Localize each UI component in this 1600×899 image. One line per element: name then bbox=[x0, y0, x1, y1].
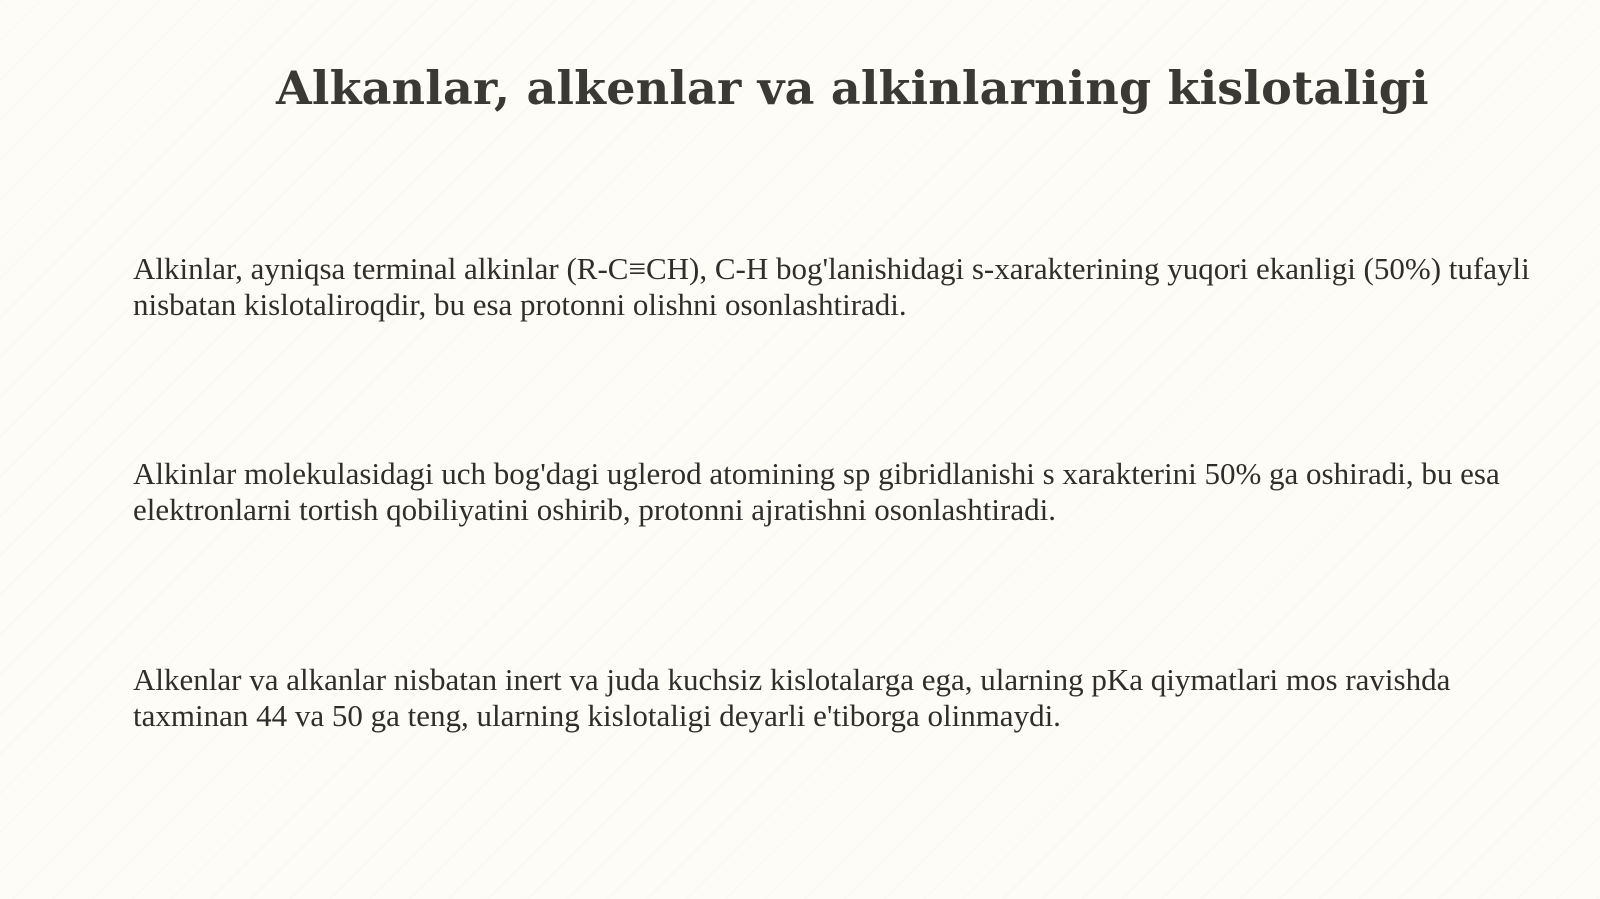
paragraph-alkenes-alkanes: Alkenlar va alkanlar nisbatan inert va juda kuchsiz kislotalarga ega, ularning pKa qiymatlari mos ravishda taxminan 44 va 50 ga teng, ularning kislotaligi deyarli e'tiborga olinmaydi. bbox=[133, 662, 1451, 733]
paragraph-sp-hybridization: Alkinlar molekulasidagi uch bog'dagi uglerod atomining sp gibridlanishi s xarakterini 50% ga oshiradi, bu esa elektronlarni tortish qobiliyatini oshirib, protonni ajratishni osonlashtiradi. bbox=[133, 456, 1500, 527]
slide-title: Alkanlar, alkenlar va alkinlarning kislotaligi bbox=[276, 61, 1429, 115]
paragraph-terminal-alkynes: Alkinlar, ayniqsa terminal alkinlar (R-C≡CH), C-H bog'lanishidagi s-xarakterining yuqori ekanligi (50%) tufayli nisbatan kislotaliroqdir, bu esa protonni olishni osonlashtiradi. bbox=[133, 251, 1530, 322]
